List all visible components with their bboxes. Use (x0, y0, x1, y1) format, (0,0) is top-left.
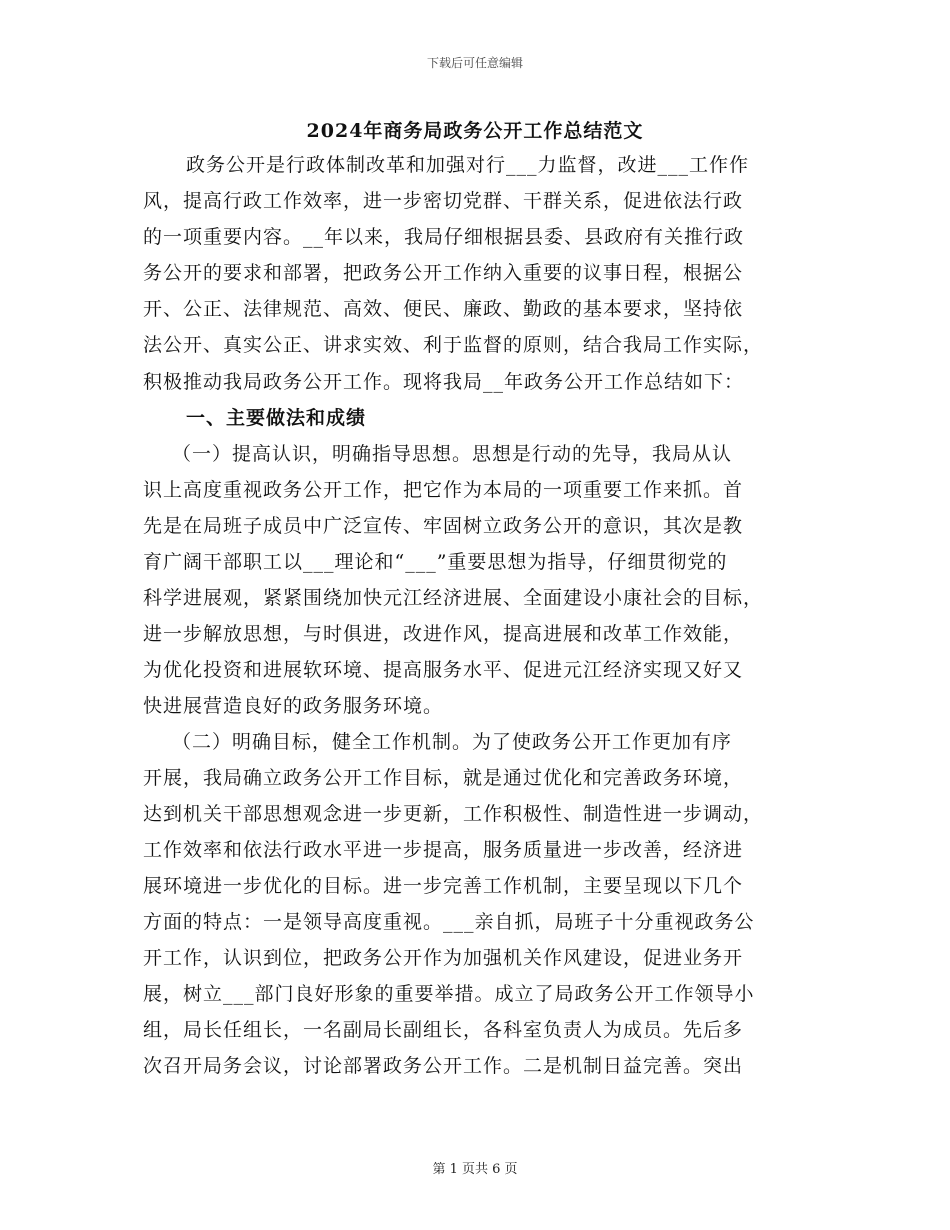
body-line: （一）提高认识，明确指导思想。思想是行动的先导，我局从认 (172, 443, 733, 465)
body-line: 方面的特点：一是领导高度重视。___亲自抓，局班子十分重视政务公 (143, 911, 755, 933)
body-line: 务公开的要求和部署，把政务公开工作纳入重要的议事日程，根据公 (143, 262, 744, 284)
body-line: 快进展营造良好的政务服务环境。 (143, 695, 444, 717)
body-line: 进一步解放思想，与时俱进，改进作风，提高进展和改革工作效能， (143, 623, 744, 645)
body-line: （二）明确目标，健全工作机制。为了使政务公开工作更加有序 (172, 731, 733, 753)
body-line: 展，树立___部门良好形象的重要举措。成立了局政务公开工作领导小 (143, 983, 755, 1005)
body-line: 的一项重要内容。__年以来，我局仔细根据县委、县政府有关推行政 (143, 226, 745, 248)
section-heading: 一、主要做法和成绩 (186, 407, 367, 429)
body-line: 育广阔干部职工以___理论和“___”重要思想为指导，仔细贯彻党的 (143, 551, 728, 573)
body-line: 先是在局班子成员中广泛宣传、牢固树立政务公开的意识，其次是教 (143, 515, 744, 537)
body-line: 展环境进一步优化的目标。进一步完善工作机制，主要呈现以下几个 (143, 875, 744, 897)
document-title: 2024年商务局政务公开工作总结范文 (306, 120, 644, 142)
page-footer: 第 1 页共 6 页 (432, 1162, 518, 1177)
body-line: 次召开局务会议，讨论部署政务公开工作。二是机制日益完善。突出 (143, 1055, 744, 1077)
body-line: 积极推动我局政务公开工作。现将我局__年政务公开工作总结如下： (143, 371, 745, 393)
body-line: 开工作，认识到位，把政务公开作为加强机关作风建设，促进业务开 (143, 947, 744, 969)
body-line: 开、公正、法律规范、高效、便民、廉政、勤政的基本要求，坚持依 (143, 298, 744, 320)
body-line: 风，提高行政工作效率，进一步密切党群、干群关系，促进依法行政 (143, 190, 744, 212)
body-line: 法公开、真实公正、讲求实效、利于监督的原则，结合我局工作实际， (143, 334, 764, 356)
body-line: 组，局长任组长，一名副局长副组长，各科室负责人为成员。先后多 (143, 1019, 744, 1041)
body-line: 达到机关干部思想观念进一步更新，工作积极性、制造性进一步调动， (143, 803, 764, 825)
body-line: 工作效率和依法行政水平进一步提高，服务质量进一步改善，经济进 (143, 839, 744, 861)
body-line: 政务公开是行政体制改革和加强对行___力监督，改进___工作作 (186, 154, 750, 176)
body-line: 开展，我局确立政务公开工作目标，就是通过优化和完善政务环境， (143, 767, 744, 789)
header-note: 下载后可任意编辑 (426, 56, 523, 70)
body-line: 科学进展观，紧紧围绕加快元江经济进展、全面建设小康社会的目标， (143, 587, 764, 609)
body-line: 为优化投资和进展软环境、提高服务水平、促进元江经济实现又好又 (143, 659, 744, 681)
body-line: 识上高度重视政务公开工作，把它作为本局的一项重要工作来抓。首 (143, 479, 744, 501)
